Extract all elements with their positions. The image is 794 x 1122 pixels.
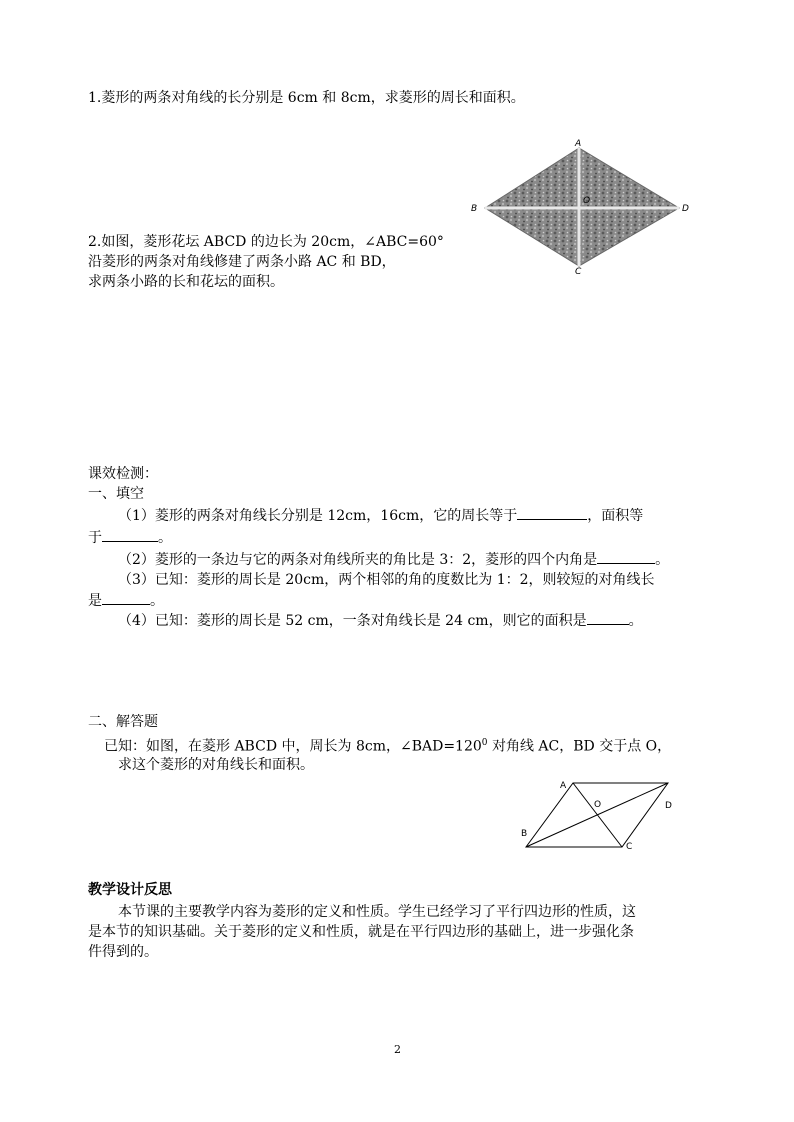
question-2-line-1: 2.如图，菱形花坛 ABCD 的边长为 20cm，∠ABC=60° (88, 234, 444, 250)
label-o: O (583, 196, 591, 206)
label-b: B (521, 829, 528, 839)
fill-blank-2[interactable] (597, 549, 655, 564)
fill-item-2-text: （2）菱形的一条边与它的两条对角线所夹的角比是 3：2，菱形的四个内角是 (118, 552, 598, 568)
rhombus-flowerbed-figure (465, 135, 705, 275)
fill-blank-4[interactable] (587, 610, 629, 625)
fill-item-2 (118, 549, 669, 570)
solve-line-1-text: 已知：如图，在菱形 ABCD 中，周长为 8cm，∠BAD=120 (104, 738, 482, 755)
label-d: D (665, 801, 672, 811)
fill-item-1-text-b: ，面积等 (587, 508, 644, 524)
reflection-line-3: 件得到的。 (88, 944, 158, 960)
section-1-title: 一、填空 (88, 486, 144, 502)
fill-item-3-cont (88, 590, 164, 611)
question-2-line-3: 求两条小路的长和花坛的面积。 (88, 274, 284, 290)
question-1: 1.菱形的两条对角线的长分别是 6cm 和 8cm，求菱形的周长和面积。 (88, 90, 525, 106)
label-d: D (682, 204, 689, 214)
test-title: 课效检测： (88, 466, 158, 482)
label-a: A (575, 139, 582, 149)
label-c: C (626, 842, 633, 852)
fill-item-3-text-b: 是 (88, 593, 102, 609)
fill-item-1-text-d: 。 (158, 530, 172, 546)
solve-line-2: 求这个菱形的对角线长和面积。 (118, 757, 314, 773)
label-b: B (471, 204, 478, 214)
diagonal-bd (526, 783, 668, 847)
fill-item-1 (118, 505, 643, 526)
fill-item-4 (118, 610, 643, 631)
question-2-line-2: 沿菱形的两条对角线修建了两条小路 AC 和 BD， (88, 254, 396, 270)
fill-blank-1a[interactable] (517, 505, 587, 520)
label-o: O (594, 800, 602, 810)
reflection-line-1: 本节课的主要教学内容为菱形的定义和性质。学生已经学习了平行四边形的性质，这 (118, 904, 636, 920)
fill-item-4-text-b: 。 (628, 613, 643, 629)
section-2-title: 二、解答题 (88, 714, 158, 730)
fill-blank-1b[interactable] (102, 527, 158, 542)
label-a: A (560, 781, 567, 791)
reflection-title: 教学设计反思 (88, 882, 172, 898)
solve-line-1-text-b: 对角线 AC，BD 交于点 O， (487, 738, 672, 755)
solve-line-1 (104, 733, 671, 757)
fill-item-3-text-c: 。 (150, 593, 164, 609)
rhombus-diagram (510, 772, 710, 862)
fill-blank-3[interactable] (102, 590, 150, 605)
label-c: C (575, 267, 582, 275)
page-number: 2 (394, 1043, 401, 1056)
fill-item-1-text: （1）菱形的两条对角线长分别是 12cm，16cm，它的周长等于 (118, 508, 518, 524)
fill-item-3 (118, 570, 655, 590)
fill-item-2-text-b: 。 (655, 552, 670, 568)
solve-degree-sup: 0 (481, 738, 488, 748)
fill-item-4-text: （4）已知：菱形的周长是 52 cm，一条对角线长是 24 cm，则它的面积是 (118, 613, 587, 629)
fill-item-3-text: （3）已知：菱形的周长是 20cm，两个相邻的角的度数比为 1：2，则较短的对角线长 (118, 572, 655, 588)
fill-item-1-text-c: 于 (88, 530, 102, 546)
reflection-line-2: 是本节的知识基础。关于菱形的定义和性质，就是在平行四边形的基础上，进一步强化条 (88, 924, 634, 940)
fill-item-1-cont (88, 527, 172, 548)
